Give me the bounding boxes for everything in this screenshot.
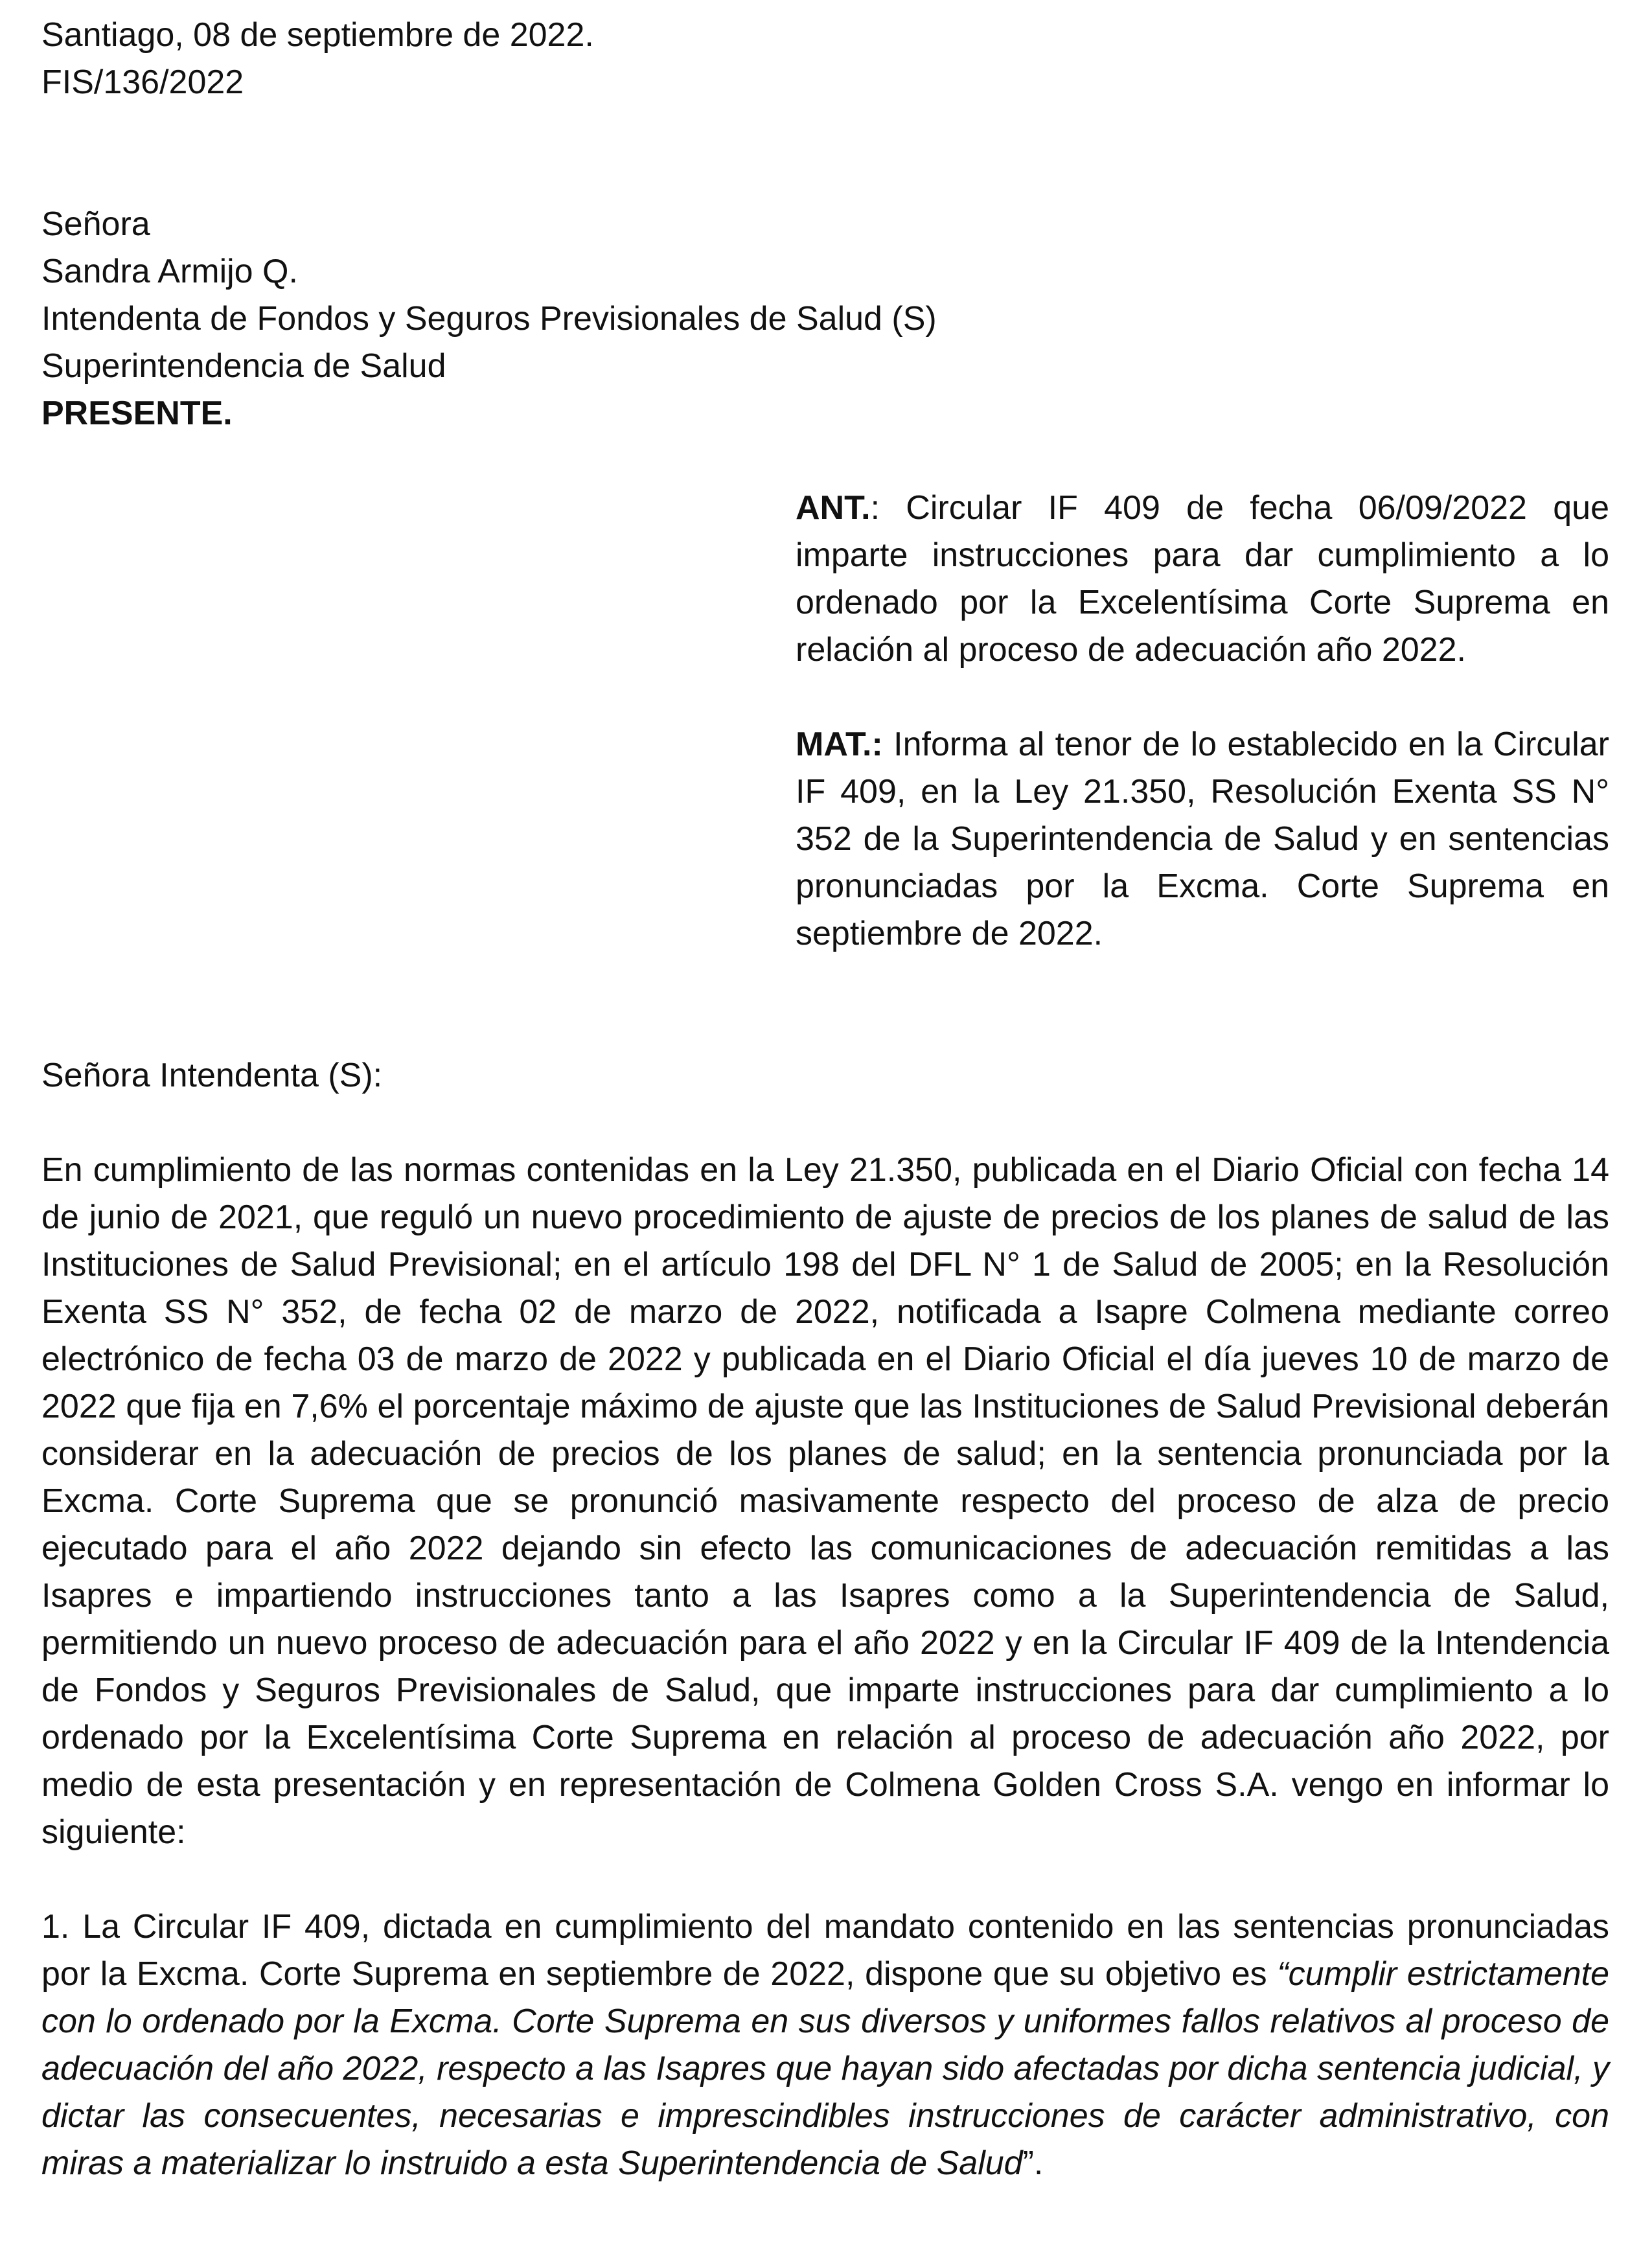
mat-text: Informa al tenor de lo establecido en la Circular IF 409, en la Ley 21.350, Resolución Exenta SS N° 352 de la Superintendencia de Salud y en sentencias pronunciadas por la Excma. Corte Suprema en septiembre de 2022. bbox=[796, 726, 1609, 952]
ant-label: ANT. bbox=[796, 489, 871, 527]
ant-block bbox=[796, 485, 1609, 674]
recipient-position: Intendenta de Fondos y Seguros Previsionales de Salud (S) bbox=[41, 300, 937, 338]
greeting: Señora Intendenta (S): bbox=[41, 1057, 383, 1094]
spacer bbox=[41, 437, 1609, 485]
spacer bbox=[41, 106, 1609, 201]
mat-label: MAT.: bbox=[796, 726, 883, 763]
presente: PRESENTE. bbox=[41, 395, 233, 432]
reference-number: FIS/136/2022 bbox=[41, 63, 244, 101]
item-1-end: ”. bbox=[1022, 2144, 1044, 2182]
spacer bbox=[41, 958, 1609, 1052]
body-paragraph-1: En cumplimiento de las normas contenidas en la Ley 21.350, publicada en el Diario Oficial con fecha 14 de junio de 2021, que reguló un nuevo procedimiento de ajuste de precios de los planes de salud de las Instituciones de Salud Previsional; en el artículo 198 del DFL N° 1 de Salud de 2005; en la Resolución Exenta SS N° 352, de fecha 02 de marzo de 2022, notificada a Isapre Colmena mediante correo electrónico de fecha 03 de marzo de 2022 y publicada en el Diario Oficial el día jueves 10 de marzo de 2022 que fija en 7,6% el porcentaje máximo de ajuste que las Instituciones de Salud Previsional deberán considerar en la adecuación de precios de los planes de salud; en la sentencia pronunciada por la Excma. Corte Suprema que se pronunció masivamente respecto del proceso de alza de precio ejecutado para el año 2022 dejando sin efecto las comunicaciones de adecuación remitidas a las Isapres e impartiendo instrucciones tanto a las Isapres como a la Superintendencia de Salud, permitiendo un nuevo proceso de adecuación para el año 2022 y en la Circular IF 409 de la Intendencia de Fondos y Seguros Previsionales de Salud, que imparte instrucciones para dar cumplimiento a lo ordenado por la Excelentísima Corte Suprema en relación al proceso de adecuación año 2022, por medio de esta presentación y en representación de Colmena Golden Cross S.A. vengo en informar lo siguiente: bbox=[41, 1151, 1609, 1851]
item-1-intro: 1. La Circular IF 409, dictada en cumplimiento del mandato contenido en las sentencias pronunciadas por la Excma. Corte Suprema en septiembre de 2022, dispone que su objetivo es bbox=[41, 1908, 1609, 1993]
recipient-name: Sandra Armijo Q. bbox=[41, 253, 298, 290]
spacer bbox=[41, 1099, 1609, 1147]
recipient-salutation: Señora bbox=[41, 205, 150, 243]
recipient-institution: Superintendencia de Salud bbox=[41, 347, 446, 385]
place-date: Santiago, 08 de septiembre de 2022. bbox=[41, 16, 594, 54]
spacer bbox=[41, 674, 1609, 721]
letter-page bbox=[41, 12, 1609, 2187]
item-1-quote: “cumplir estrictamente con lo ordenado por la Excma. Corte Suprema en sus diversos y uniformes fallos relativos al proceso de adecuación del año 2022, respecto a las Isapres que hayan sido afectadas por dicha sentencia judicial, y dictar las consecuentes, necesarias e imprescindibles instrucciones de carácter administrativo, con miras a materializar lo instruido a esta Superintendencia de Salud bbox=[41, 1955, 1610, 2182]
spacer bbox=[41, 1856, 1609, 1903]
mat-block bbox=[796, 721, 1609, 958]
ant-text: : Circular IF 409 de fecha 06/09/2022 que imparte instrucciones para dar cumplimiento a lo ordenado por la Excelentísima Corte Suprema en relación al proceso de adecuación año 2022. bbox=[796, 489, 1609, 669]
body-item-1 bbox=[41, 1903, 1609, 2187]
